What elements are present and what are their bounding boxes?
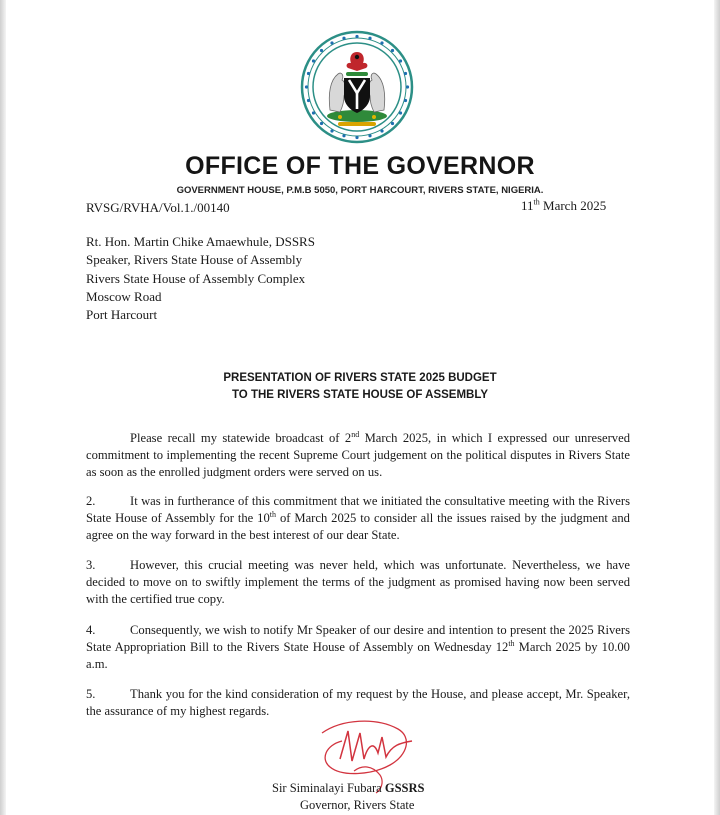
addressee-line: Rt. Hon. Martin Chike Amaewhule, DSSRS (86, 234, 315, 249)
addressee-block (86, 233, 315, 324)
paragraph-2-text-b: of March 2025 to consider all the issues raised by the judgment and agree on the way forward in the best interest of our dear State. (86, 510, 630, 542)
paragraph-number: 3. (86, 558, 96, 572)
paragraph-3 (86, 557, 630, 607)
subject-line-2: TO THE RIVERS STATE HOUSE OF ASSEMBLY (231, 389, 488, 401)
coat-of-arms-seal-icon (300, 30, 414, 144)
date-rest: March 2025 (539, 198, 607, 213)
paragraph-3-text: However, this crucial meeting was never held, which was unfortunate. Nevertheless, we have decided to move on to swiftly implement the terms of the judgment as promised having now been served with the certified true copy. (86, 558, 630, 606)
date-day: 11 (521, 198, 534, 213)
signatory-name (272, 781, 424, 796)
addressee-line: Speaker, Rivers State House of Assembly (86, 252, 303, 268)
paragraph-1-text-b: March 2025, in which I expressed our unreserved commitment to implementing the recent Supreme Court judgement on the political disputes in Rivers State as soon as the enrolled judgment orders were served on us. (86, 431, 630, 479)
signatory-title: Governor, Rivers State (300, 798, 415, 812)
addressee-line: Rivers State House of Assembly Complex (86, 270, 306, 286)
office-title: OFFICE OF THE GOVERNOR (185, 152, 535, 180)
paragraph-number: 4. (86, 623, 96, 637)
paragraph-1-text-a: Please recall my statewide broadcast of 2 (130, 431, 352, 445)
addressee-line: Port Harcourt (86, 307, 158, 323)
paragraph-5-text: Thank you for the kind consideration of my request by the House, and please accept, Mr. Speaker, the assurance of my highest regards. (86, 687, 630, 718)
paragraph-4-text-b: March 2025 by 10.00 a.m. (86, 639, 630, 671)
page-edge-right (714, 0, 720, 815)
letter-date (521, 198, 606, 214)
date-suffix: th (533, 197, 540, 207)
paragraph-number: 5. (86, 687, 96, 701)
subject-heading (0, 370, 720, 404)
subject-line-1: PRESENTATION OF RIVERS STATE 2025 BUDGET (223, 372, 497, 384)
signatory-name-prefix: Sir Siminalayi Fubara (272, 781, 382, 795)
reference-number: RVSG/RVHA/Vol.1./00140 (86, 200, 230, 215)
paragraph-4 (86, 622, 630, 672)
office-address: GOVERNMENT HOUSE, P.M.B 5050, PORT HARCOURT, RIVERS STATE, NIGERIA. (176, 185, 544, 196)
addressee-line: Moscow Road (86, 288, 162, 304)
paragraph-1-sup: nd (351, 429, 360, 439)
paragraph-2-sup: th (269, 509, 277, 519)
paragraph-2 (86, 493, 630, 543)
paragraph-number: 2. (86, 494, 96, 508)
paragraph-1 (86, 430, 630, 480)
page-edge-left (0, 0, 6, 815)
paragraph-4-text-a: Consequently, we wish to notify Mr Speaker of our desire and intention to present the 2025 Rivers State Appropriation Bill to the Rivers State House of Assembly on Wednesday 12 (86, 623, 630, 654)
signatory-honours: GSSRS (384, 781, 425, 795)
paragraph-4-sup: th (508, 638, 515, 648)
paragraph-2-text-a: It was in furtherance of this commitment that we initiated the consultative meeting with the Rivers State House of Assembly for the 10 (86, 494, 630, 525)
